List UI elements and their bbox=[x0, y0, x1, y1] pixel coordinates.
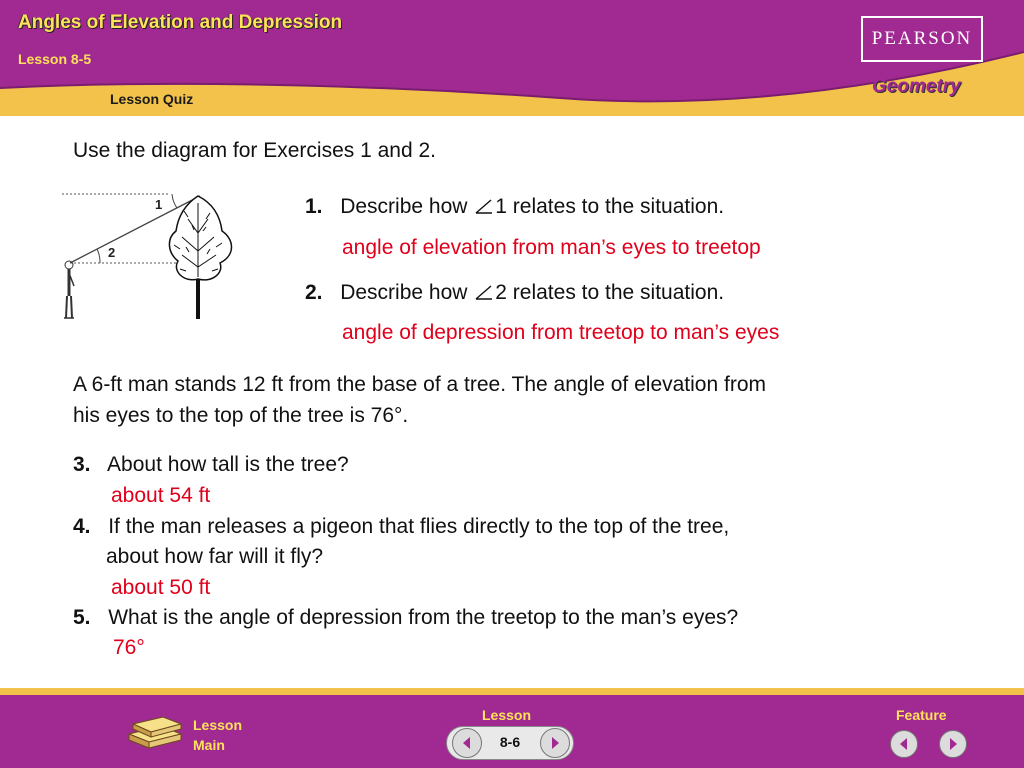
question-4-text-line-1: If the man releases a pigeon that flies directly to the top of the tree, bbox=[108, 515, 730, 538]
books-icon[interactable] bbox=[125, 712, 185, 752]
lesson-main-link[interactable] bbox=[193, 715, 242, 755]
lesson-nav-label: Lesson bbox=[482, 707, 532, 723]
angle-icon bbox=[473, 197, 495, 215]
angle-1-label: 2 bbox=[108, 245, 116, 260]
question-5 bbox=[73, 606, 738, 630]
page-title: Angles of Elevation and Depression bbox=[18, 12, 343, 33]
question-3-answer: about 54 ft bbox=[111, 484, 211, 507]
feature-prev-button[interactable] bbox=[890, 730, 918, 758]
question-3-text: About how tall is the tree? bbox=[107, 453, 349, 476]
arrow-right-icon bbox=[548, 736, 562, 750]
arrow-right-icon bbox=[946, 737, 960, 751]
exercise-2-text-after: 2 relates to the situation. bbox=[495, 281, 725, 304]
intro-text: Use the diagram for Exercises 1 and 2. bbox=[73, 139, 437, 162]
section-label: Lesson Quiz bbox=[110, 91, 194, 107]
tree-man-diagram bbox=[60, 191, 245, 321]
pearson-logo: PEARSON bbox=[861, 16, 983, 62]
feature-next-button[interactable] bbox=[939, 730, 967, 758]
footer-bar bbox=[0, 688, 1024, 768]
arrow-left-icon bbox=[897, 737, 911, 751]
lesson-main-line-1: Lesson bbox=[193, 717, 243, 733]
lesson-number: Lesson 8-5 bbox=[18, 51, 92, 67]
exercise-2-answer: angle of depression from treetop to man’s eyes bbox=[342, 321, 780, 344]
question-5-number: 5. bbox=[73, 606, 91, 629]
question-4-text-line-2: about how far will it fly? bbox=[106, 545, 324, 568]
exercise-2-text-before: Describe how bbox=[340, 281, 468, 304]
question-3-number: 3. bbox=[73, 453, 91, 476]
angle-2-label: 1 bbox=[155, 197, 163, 212]
exercise-1-text-after: 1 relates to the situation. bbox=[495, 195, 725, 218]
question-4-number: 4. bbox=[73, 515, 91, 538]
exercise-2 bbox=[305, 281, 724, 305]
question-5-answer: 76° bbox=[113, 636, 145, 659]
exercise-1-answer: angle of elevation from man’s eyes to treetop bbox=[342, 236, 761, 259]
lesson-next-button[interactable] bbox=[540, 728, 570, 758]
exercise-1-number: 1. bbox=[305, 195, 323, 218]
header-bar bbox=[0, 0, 1024, 116]
footer-top-band bbox=[0, 688, 1024, 695]
lesson-prev-button[interactable] bbox=[452, 728, 482, 758]
question-4-answer: about 50 ft bbox=[111, 576, 211, 599]
question-3 bbox=[73, 453, 349, 477]
problem-paragraph-line-2: his eyes to the top of the tree is 76°. bbox=[73, 404, 409, 427]
lesson-main-line-2: Main bbox=[193, 737, 225, 753]
problem-paragraph-line-1: A 6-ft man stands 12 ft from the base of a tree. The angle of elevation from bbox=[73, 373, 766, 396]
angle-icon bbox=[473, 283, 495, 301]
arrow-left-icon bbox=[460, 736, 474, 750]
question-4 bbox=[73, 515, 729, 539]
lesson-nav-value: 8-6 bbox=[499, 734, 521, 750]
exercise-2-number: 2. bbox=[305, 281, 323, 304]
question-5-text: What is the angle of depression from the treetop to the man’s eyes? bbox=[108, 606, 739, 629]
feature-nav-label: Feature bbox=[896, 707, 947, 723]
exercise-1 bbox=[305, 195, 724, 219]
exercise-1-text-before: Describe how bbox=[340, 195, 468, 218]
quiz-content bbox=[0, 116, 1024, 688]
subject-label: Geometry bbox=[872, 76, 961, 97]
